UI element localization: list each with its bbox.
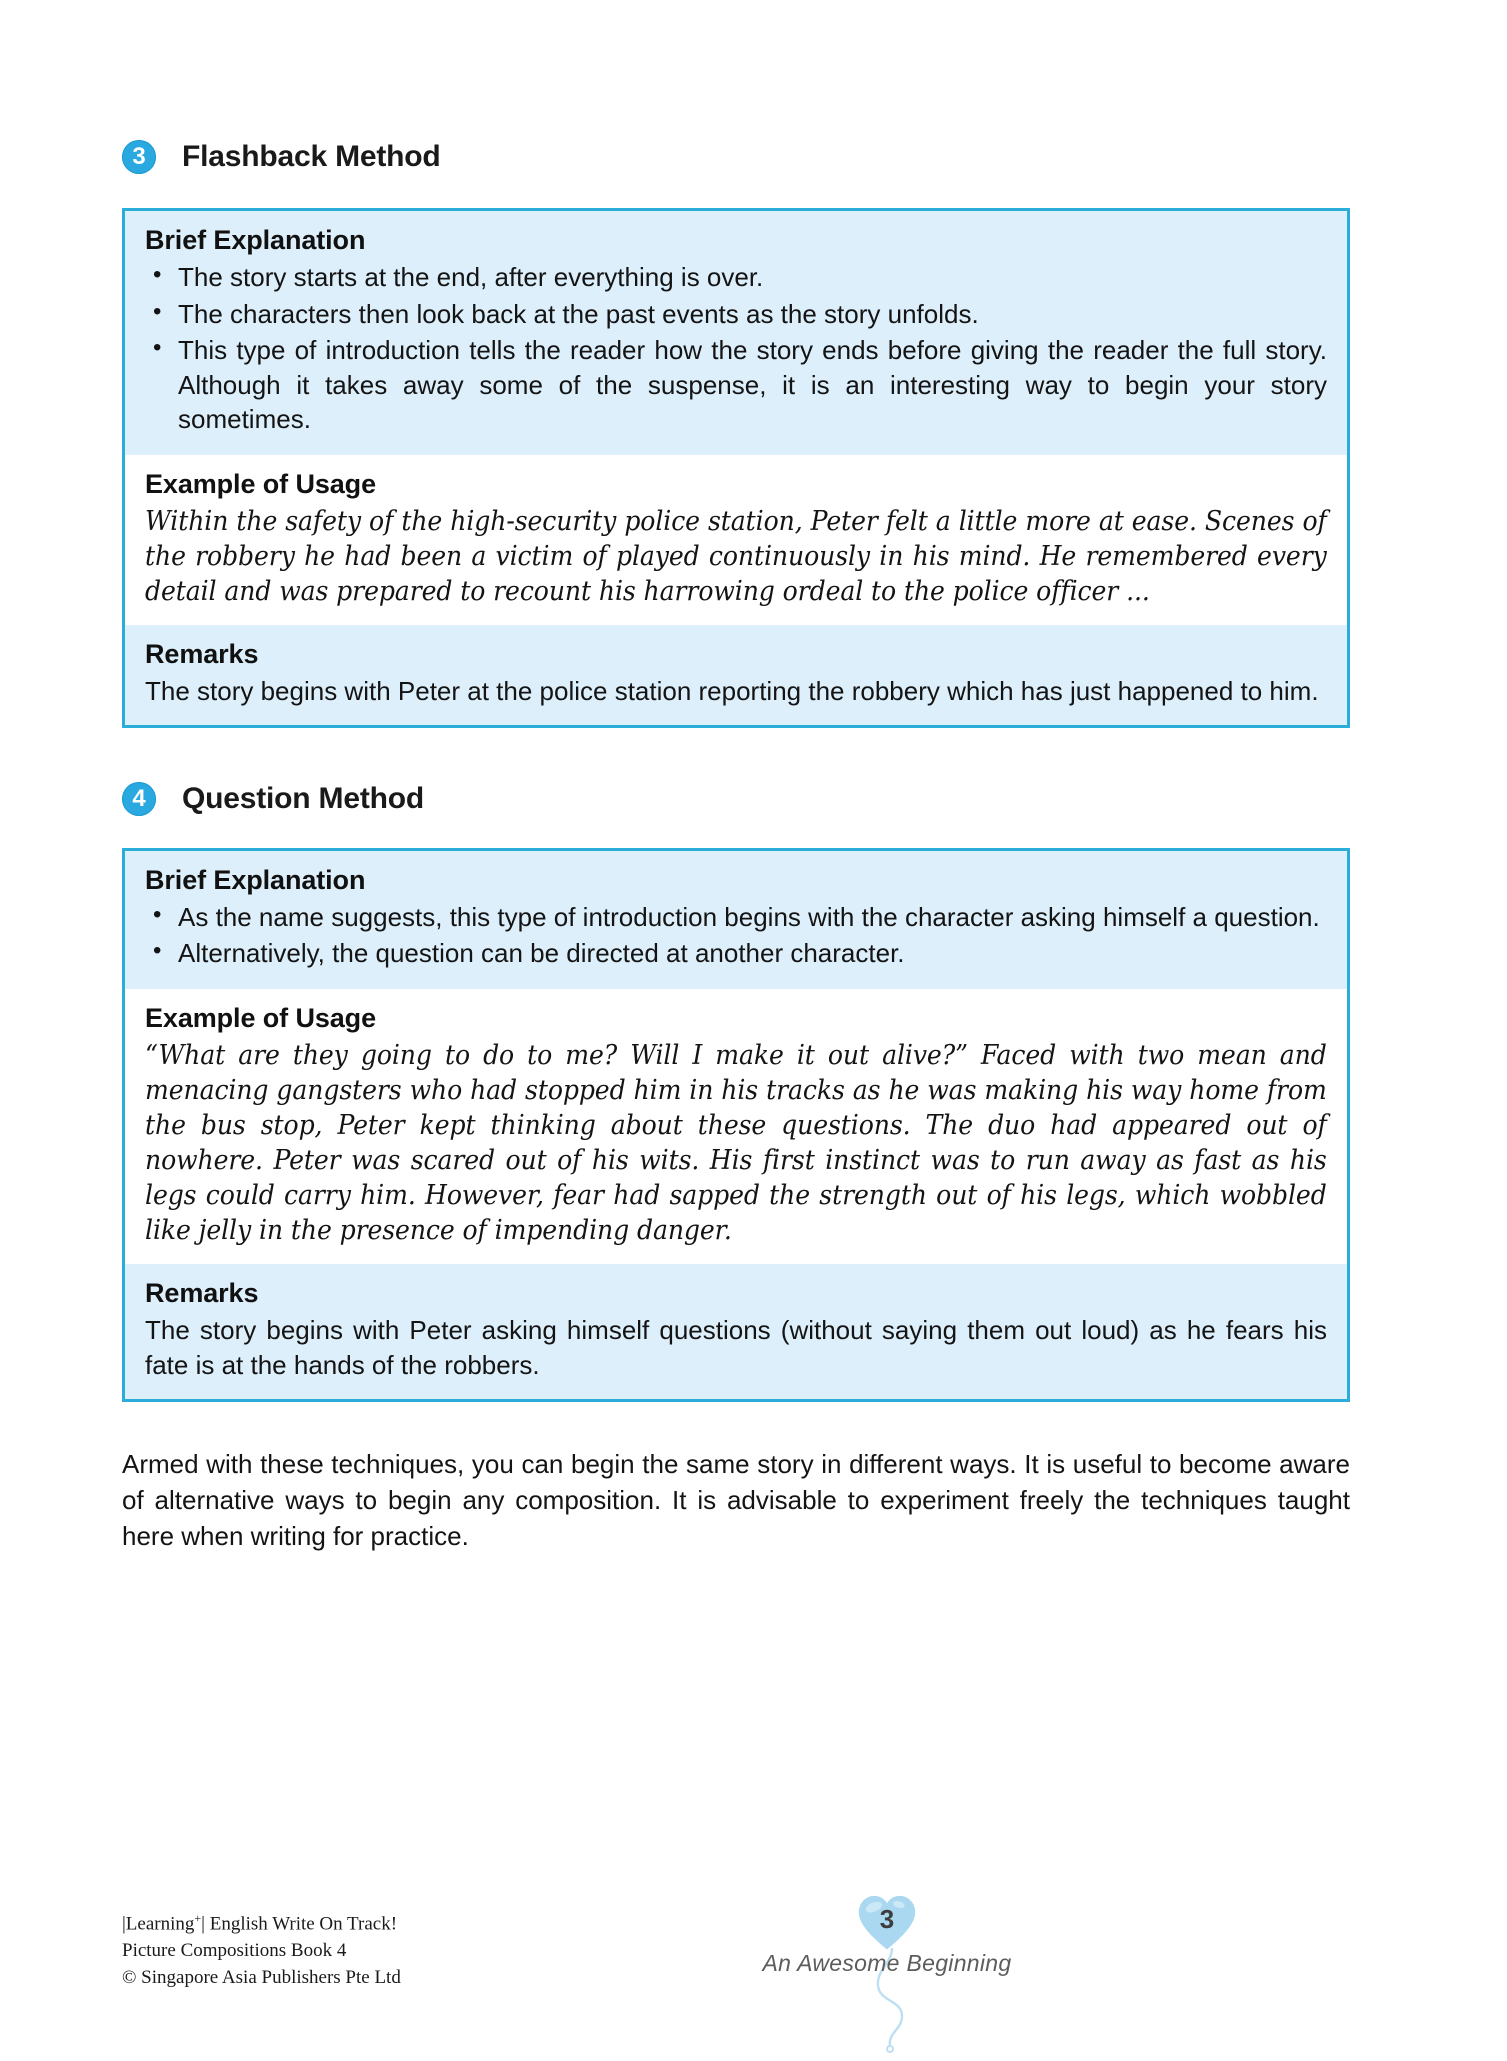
example-of-usage-text: “What are they going to do to me? Will I make it out alive?” Faced with two mean and menacing gangsters who had stopped him in his tracks as he was making his way home from the bus stop, Peter kept thinking about these questions. The duo had appeared out of nowhere. Peter was scared out of his wits. His first instinct was to run away as fast as his legs could carry him. However, fear had sapped the strength out of his legs, which wobbled like jelly in the presence of impending danger. <box>145 1039 1327 1247</box>
remarks-text: The story begins with Peter asking himself questions (without saying them out loud) as he fears his fate is at the hands of the robbers. <box>145 1315 1327 1381</box>
remarks-section <box>125 1264 1347 1398</box>
list-item: • Alternatively, the question can be directed at another character. <box>145 936 1327 971</box>
brief-explanation-list <box>145 260 1327 437</box>
brief-explanation-section <box>125 211 1347 455</box>
page-content <box>122 0 1350 1555</box>
list-item: • As the name suggests, this type of introduction begins with the character asking himself a question. <box>145 900 1327 935</box>
method-number-badge: 4 <box>122 782 156 816</box>
example-of-usage-title: Example of Usage <box>145 468 376 499</box>
colophon <box>122 1910 401 1992</box>
example-of-usage-text: Within the safety of the high-security police station, Peter felt a little more at ease. Scenes of the robbery he had been a victim of played continuously in his mind. He remembered every detail and was prepared to recount his harrowing ordeal to the police officer ... <box>145 505 1327 608</box>
brief-explanation-section <box>125 851 1347 989</box>
method-title: Flashback Method <box>182 140 441 173</box>
method-box-flashback <box>122 208 1350 728</box>
example-of-usage-section <box>125 989 1347 1265</box>
page-number: 3 <box>879 1904 895 1934</box>
colophon-line-2: Picture Compositions Book 4 <box>122 1940 347 1962</box>
method-number-badge: 3 <box>122 140 156 174</box>
brief-explanation-list <box>145 900 1327 971</box>
chapter-label: An Awesome Beginning <box>762 1950 1012 1976</box>
method-title: Question Method <box>182 781 424 815</box>
colophon-brand-plus: + <box>194 1911 202 1925</box>
method-heading-question <box>122 782 1350 816</box>
colophon-line-1 <box>122 1910 401 1938</box>
method-box-question <box>122 848 1350 1402</box>
remarks-title: Remarks <box>145 639 259 670</box>
list-item: • The characters then look back at the past events as the story unfolds. <box>145 297 1327 332</box>
colophon-brand-suffix: | English Write On Track! <box>201 1913 398 1935</box>
example-of-usage-title: Example of Usage <box>145 1002 376 1033</box>
page-marker <box>722 1876 1052 2061</box>
example-of-usage-section <box>125 455 1347 625</box>
list-item: • The story starts at the end, after everything is over. <box>145 260 1327 295</box>
brief-explanation-title: Brief Explanation <box>145 225 366 255</box>
remarks-title: Remarks <box>145 1278 259 1309</box>
colophon-brand-prefix: |Learning <box>122 1913 195 1935</box>
list-item: • This type of introduction tells the reader how the story ends before giving the reader the full story. Although it takes away some of the suspense, it is an interesting way to begin your story sometimes. <box>145 333 1327 437</box>
closing-paragraph: Armed with these techniques, you can begin the same story in different ways. It is useful to become aware of alternative ways to begin any composition. It is advisable to experiment freely the techniques taught here when writing for practice. <box>122 1448 1350 1552</box>
remarks-section <box>125 625 1347 725</box>
remarks-text: The story begins with Peter at the police station reporting the robbery which has just happened to him. <box>145 676 1319 707</box>
page-footer <box>122 1904 1382 2050</box>
brief-explanation-title: Brief Explanation <box>145 864 366 895</box>
colophon-line-3: © Singapore Asia Publishers Pte Ltd <box>122 1967 401 1989</box>
method-heading-flashback <box>122 140 1350 174</box>
